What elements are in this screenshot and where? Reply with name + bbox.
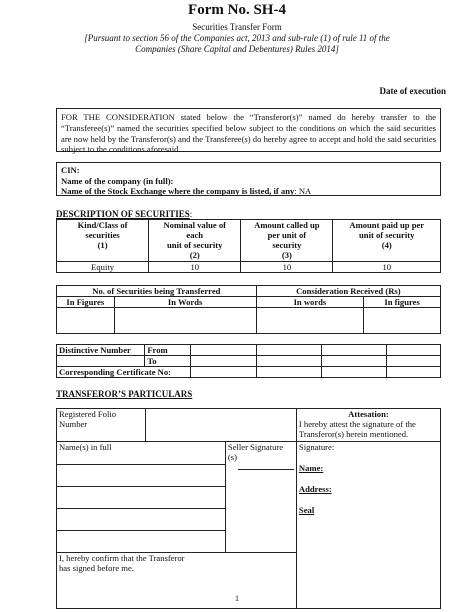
description-heading: DESCRIPTION OF SECURITIES: bbox=[56, 209, 193, 219]
table-row: Equity 10 10 10 bbox=[57, 262, 441, 273]
form-title: Form No. SH-4 bbox=[188, 2, 286, 18]
transfer-table: No. of Securities being Transferred Consideration Received (Rs) In Figures In Words In words In figures bbox=[56, 285, 441, 334]
name-row-3[interactable] bbox=[57, 508, 225, 530]
name-row-2[interactable] bbox=[57, 486, 225, 508]
cin-label: CIN: bbox=[61, 165, 80, 175]
certificate-field-4[interactable] bbox=[387, 367, 441, 378]
signature-line bbox=[238, 469, 294, 470]
page-number: 1 bbox=[235, 594, 239, 603]
name-row-1[interactable] bbox=[57, 464, 225, 486]
confirmation-cell: I, hereby confirm that the Transferor has signed before me. bbox=[57, 553, 297, 609]
company-info-box bbox=[56, 162, 441, 196]
folio-label: Registered Folio Number bbox=[57, 409, 146, 442]
address-label: Address: bbox=[298, 484, 332, 494]
names-label: Name(s) in full bbox=[57, 442, 225, 464]
attestation-cell: Attesation: I hereby attest the signature of the Transferor(s) herein mentioned. bbox=[296, 409, 440, 442]
to-field-2[interactable] bbox=[256, 356, 321, 367]
date-of-execution-label: Date of execution bbox=[379, 86, 446, 96]
folio-field[interactable] bbox=[146, 409, 297, 442]
to-field-3[interactable] bbox=[321, 356, 386, 367]
to-field-1[interactable] bbox=[191, 356, 256, 367]
seal-label: Seal bbox=[298, 505, 315, 515]
consideration-header: Consideration Received (Rs) bbox=[256, 286, 440, 297]
consideration-words-field[interactable] bbox=[256, 308, 364, 334]
certificate-field-3[interactable] bbox=[321, 367, 386, 378]
company-name-label: Name of the company (in full): bbox=[61, 175, 174, 186]
consideration-statement: FOR THE CONSIDERATION stated below the “Transferor(s)” named do hereby transfer to the “Transferee(s)” named the securities specified below subject to the conditions on which the said securities are now held by the Transferor(s) and the Transferee(s) do hereby agree to accept and hold the said securities subject to the conditions aforesaid. bbox=[56, 108, 441, 152]
transferor-heading: TRANSFEROR’S PARTICULARS bbox=[56, 389, 193, 399]
stock-exchange-line: Name of the Stock Exchange where the company is listed, if any: NA bbox=[61, 186, 312, 196]
distinctive-table: Distinctive Number From To Corresponding Certificate No: bbox=[56, 344, 441, 378]
col-kind: Kind/Class of securities (1) bbox=[57, 220, 149, 262]
transferor-table bbox=[56, 408, 441, 609]
col-nominal: Nominal value of each unit of security (2) bbox=[149, 220, 241, 262]
in-figures-field[interactable] bbox=[57, 308, 115, 334]
from-field-4[interactable] bbox=[387, 345, 441, 356]
securities-table bbox=[56, 219, 441, 273]
col-called-up: Amount called up per unit of security (3) bbox=[241, 220, 333, 262]
seller-signature-cell[interactable]: Seller Signature (s) bbox=[225, 442, 296, 553]
in-words-field[interactable] bbox=[114, 308, 256, 334]
to-field-4[interactable] bbox=[387, 356, 441, 367]
from-field-3[interactable] bbox=[321, 345, 386, 356]
signature-label: Signature: bbox=[298, 442, 335, 452]
name-row-4[interactable] bbox=[57, 530, 225, 552]
from-field-2[interactable] bbox=[256, 345, 321, 356]
col-paid-up: Amount paid up per unit of security (4) bbox=[333, 220, 441, 262]
certificate-field-2[interactable] bbox=[256, 367, 321, 378]
consideration-figures-field[interactable] bbox=[364, 308, 441, 334]
name-label: Name: bbox=[298, 463, 324, 473]
attester-details-cell bbox=[296, 442, 440, 609]
certificate-field-1[interactable] bbox=[191, 367, 256, 378]
from-field-1[interactable] bbox=[191, 345, 256, 356]
no-securities-header: No. of Securities being Transferred bbox=[57, 286, 257, 297]
pursuant-note: [Pursuant to section 56 of the Companies act, 2013 and sub-rule (1) of rule 11 of the Companies (Share Capital and Debentures) Rules 2014] bbox=[84, 33, 390, 54]
form-subtitle: Securities Transfer Form bbox=[192, 22, 282, 32]
